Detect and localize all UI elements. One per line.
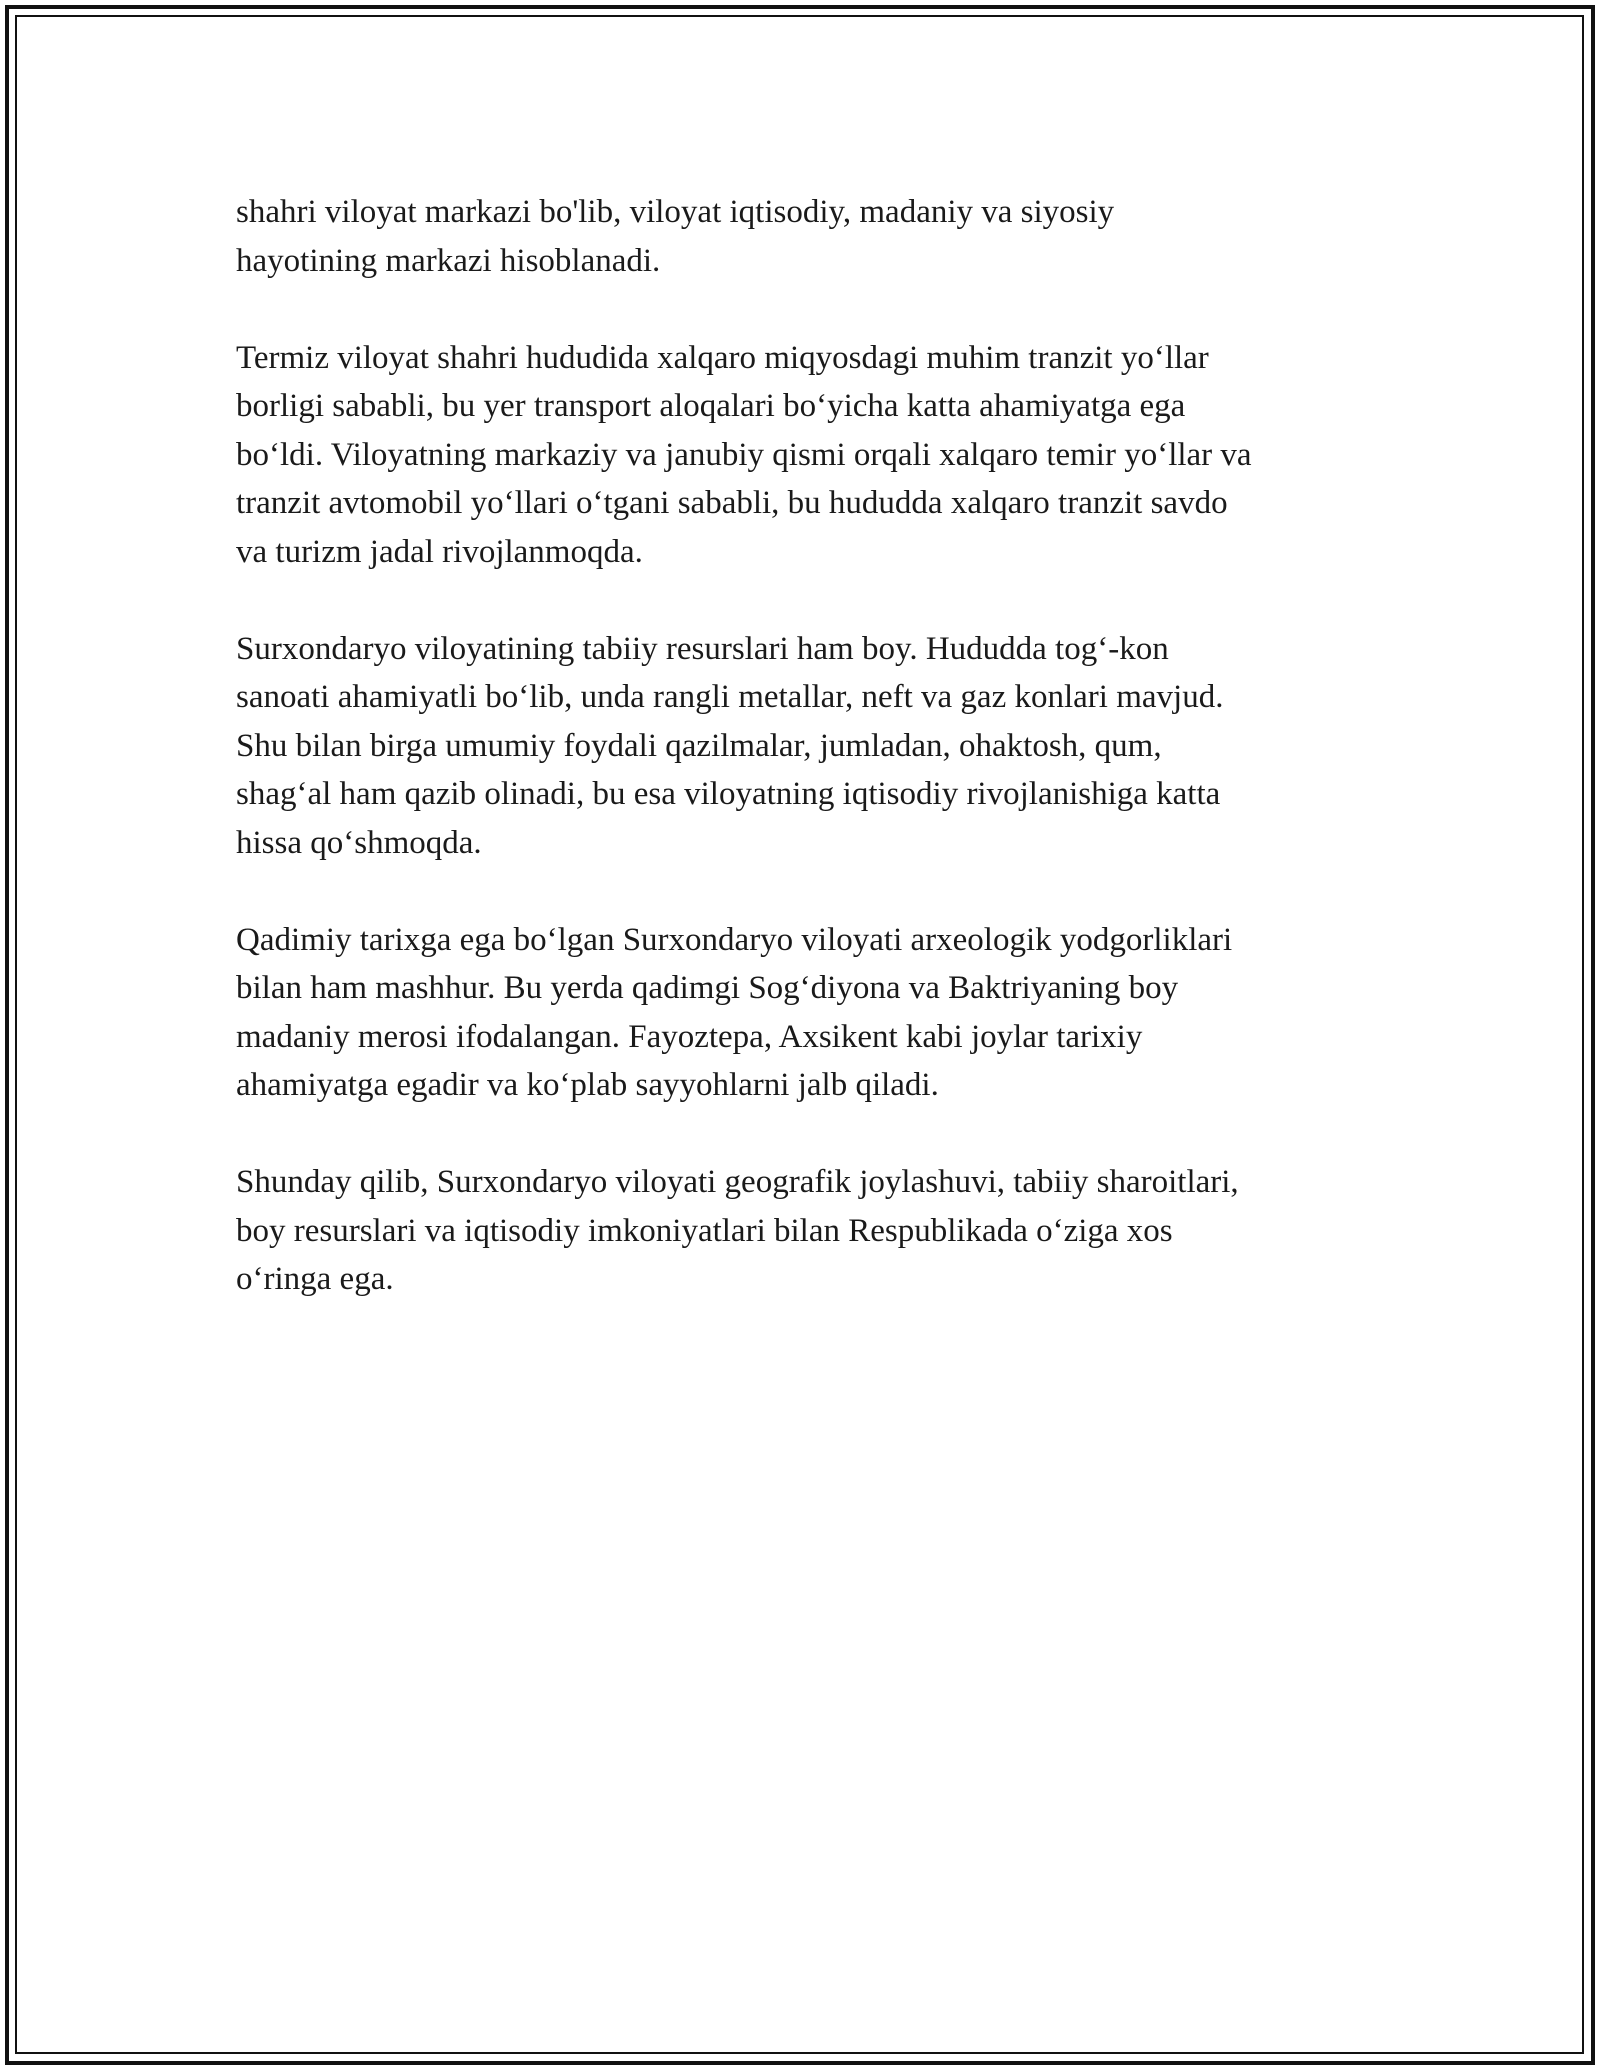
paragraph-2: Termiz viloyat shahri hududida xalqaro miqyosdagi muhim tranzit yo‘llar borligi sababli, bu yer transport aloqalari bo‘yicha katta ahamiyatga ega bo‘ldi. Viloyatning markaziy va janubiy qismi orqali xalqaro temir yo‘llar va tranzit avtomobil yo‘llari o‘tgani sababli, bu hududda xalqaro tranzit savdo va turizm jadal rivojlanmoqda. (236, 339, 1252, 570)
paragraph-3: Surxondaryo viloyatining tabiiy resurslari ham boy. Hududda tog‘-kon sanoati ahamiyatli bo‘lib, unda rangli metallar, neft va gaz konlari mavjud. Shu bilan birga umumiy foydali qazilmalar, jumladan, ohaktosh, qum, shag‘al ham qazib olinadi, bu esa viloyatning iqtisodiy rivojlanishiga katta hissa qo‘shmoqda. (236, 630, 1224, 861)
paragraph-1: shahri viloyat markazi bo'lib, viloyat iqtisodiy, madaniy va siyosiy hayotining markazi hisoblanadi. (236, 194, 1115, 279)
paragraph-5: Shunday qilib, Surxondaryo viloyati geografik joylashuvi, tabiiy sharoitlari, boy resurslari va iqtisodiy imkoniyatlari bilan Respublikada o‘ziga xos o‘ringa ega. (236, 1164, 1239, 1297)
paragraph-4: Qadimiy tarixga ega bo‘lgan Surxondaryo viloyati arxeologik yodgorliklari bilan ham mashhur. Bu yerda qadimgi Sog‘diyona va Baktriyaning boy madaniy merosi ifodalangan. Fayoztepa, Axsikent kabi joylar tarixiy ahamiyatga egadir va ko‘plab sayyohlarni jalb qiladi. (236, 921, 1233, 1103)
document-body (236, 188, 1386, 1352)
